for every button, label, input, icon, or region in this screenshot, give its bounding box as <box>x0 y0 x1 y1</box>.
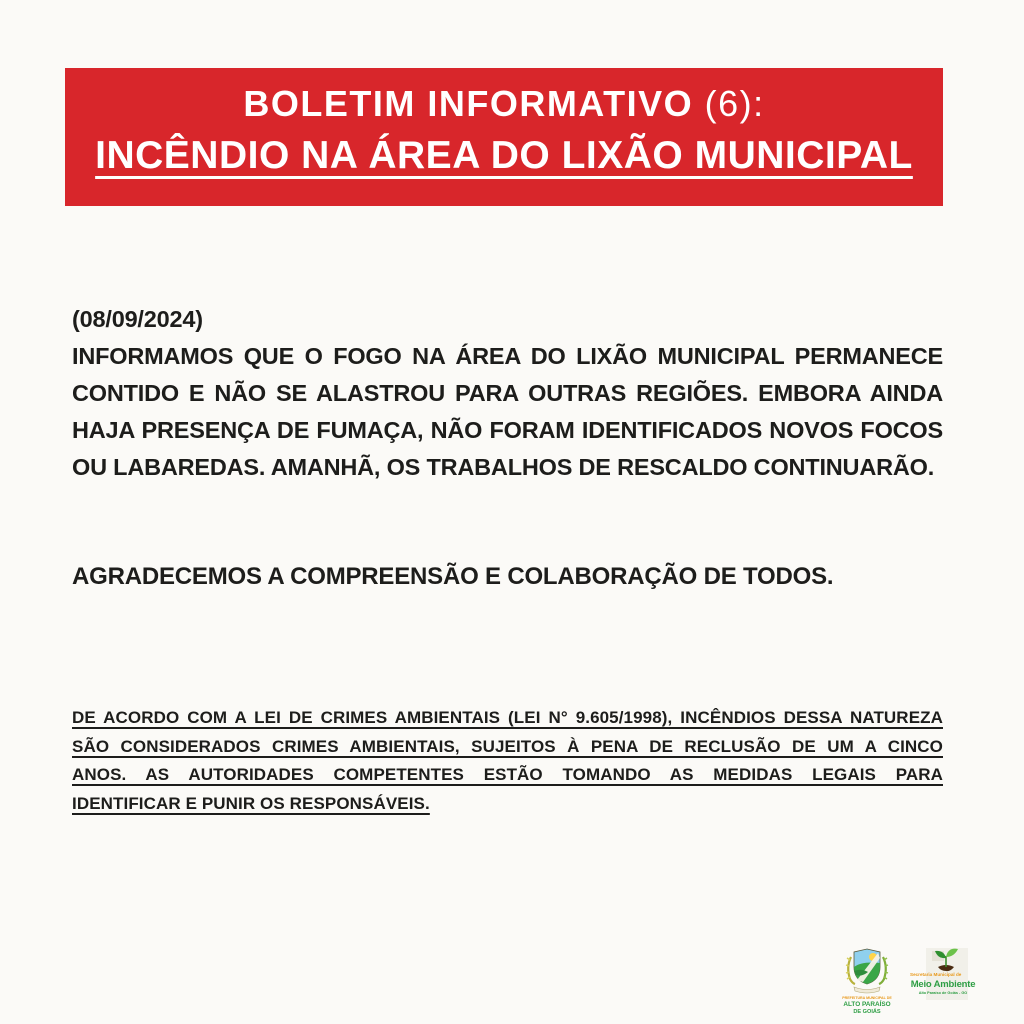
prefeitura-caption-name: ALTO PARAÍSO <box>843 1001 891 1008</box>
ambiente-caption-name: Meio Ambiente <box>910 979 976 990</box>
ambiente-caption-top: Secretaria Municipal de <box>910 972 962 977</box>
text-line: ANOS. AS AUTORIDADES COMPETENTES ESTÃO TOMANDO AS MEDIDAS LEGAIS PARA <box>72 765 943 784</box>
main-paragraph <box>72 301 943 486</box>
coat-shield-icon <box>854 949 880 984</box>
banner <box>65 68 943 206</box>
banner-title-line2: INCÊNDIO NA ÁREA DO LIXÃO MUNICIPAL <box>95 134 913 177</box>
banner-title-line1 <box>65 68 943 125</box>
coat-ribbon <box>854 987 880 993</box>
banner-title-number: (6): <box>704 83 765 124</box>
text-line: HAJA PRESENÇA DE FUMAÇA, NÃO FORAM IDENTIFICADOS NOVOS FOCOS <box>72 417 943 443</box>
text-line: DE ACORDO COM A LEI DE CRIMES AMBIENTAIS (LEI N° 9.605/1998), INCÊNDIOS DESSA NATUREZA <box>72 708 943 727</box>
text-line: IDENTIFICAR E PUNIR OS RESPONSÁVEIS. <box>72 793 430 813</box>
paragraph-lines <box>72 338 943 486</box>
meio-ambiente-logo <box>906 947 984 1005</box>
text-line: SÃO CONSIDERADOS CRIMES AMBIENTAIS, SUJEITOS À PENA DE RECLUSÃO DE UM A CINCO <box>72 736 943 756</box>
footer-logos <box>842 947 984 1015</box>
text-line: CONTIDO E NÃO SE ALASTROU PARA OUTRAS REGIÕES. EMBORA AINDA <box>72 380 943 406</box>
prefeitura-caption-sub: DE GOIÁS <box>853 1009 881 1015</box>
date-line: (08/09/2024) <box>72 306 203 332</box>
text-line: OU LABAREDAS. AMANHÃ, OS TRABALHOS DE RESCALDO CONTINUARÃO. <box>72 454 935 480</box>
prefeitura-logo <box>842 947 892 1015</box>
prefeitura-caption-top: PREFEITURA MUNICIPAL DE <box>842 996 892 1000</box>
thanks-line: AGRADECEMOS A COMPREENSÃO E COLABORAÇÃO DE TODOS. <box>72 563 834 590</box>
banner-title-main: BOLETIM INFORMATIVO <box>243 83 694 124</box>
legal-paragraph <box>72 704 943 818</box>
text-line: INFORMAMOS QUE O FOGO NA ÁREA DO LIXÃO MUNICIPAL PERMANECE <box>72 343 943 369</box>
ambiente-caption-sub: Alto Paraíso de Goiás - GO <box>918 991 968 995</box>
